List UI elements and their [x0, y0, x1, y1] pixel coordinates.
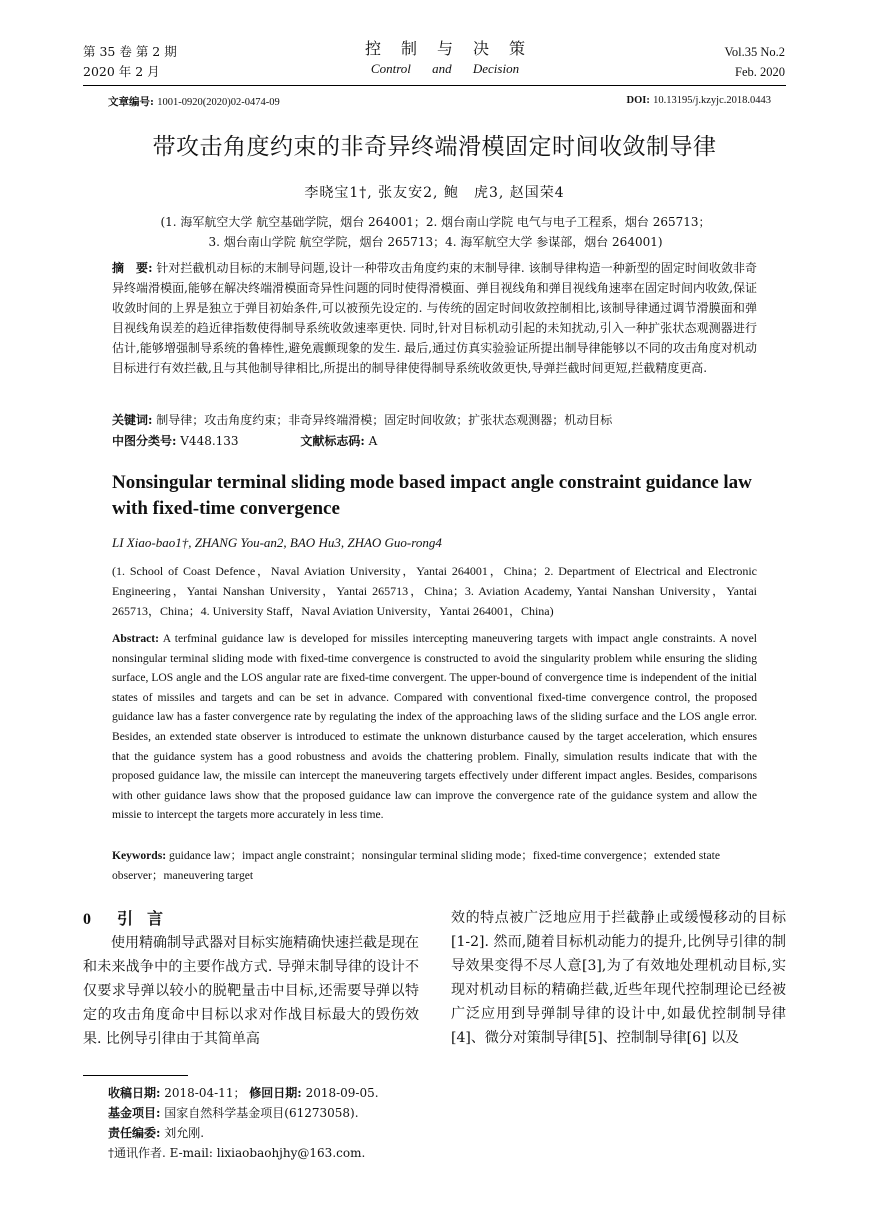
paper-title-en: Nonsingular terminal sliding mode based impact angle constraint guidance law with fixed-time convergence [112, 472, 752, 519]
footnote-fund [108, 1103, 768, 1123]
abstract-cn [112, 258, 757, 378]
footnotes [108, 1083, 768, 1163]
date-cn: 2020 年 2 月 [83, 64, 160, 79]
journal-name-cn: 控制与决策 [364, 39, 545, 58]
doi-value: 10.13195/j.kzyjc.2018.0443 [653, 95, 771, 106]
editor-value: 刘允刚. [164, 1126, 205, 1140]
abstract-cn-text: 针对拦截机动目标的末制导问题,设计一种带攻击角度约束的末制导律. 该制导律构造一种新型的固定时间收敛非奇异终端滑模面,能够在解决终端滑模面奇异性问题的同时使得滑模面、弹目视线角和弹目视线角速率在固定时间内收敛,保证收敛时间的上界是独立于弹目初始条件,可以被预先设定的. 与传统的固定时间收敛控制相比,该制导律通过调节滑膜面和弹目视线角误差的趋近律指数使得制导系统收敛速率更快. 同时,针对目标机动引起的未知扰动,引入一种扩张状态观测器进行估计,能够增强制导系统的鲁棒性,避免震颤现象的发生. 最后,通过仿真实验验证所提出制导律能够以不同的攻击角度对机动目标进行有效拦截,且与其他制导律相比,所提出的制导律使得制导系统收敛更快,导弹拦截时间更短,拦截精度更高. [112, 261, 757, 375]
fund-label: 基金项目: [108, 1106, 161, 1120]
abstract-en-label: Abstract: [112, 632, 160, 645]
abstract-en [112, 629, 757, 825]
affiliations-en: (1. School of Coast Defence，Naval Aviation University，Yantai 264001，China；2. Department of Electrical and Electronic Engineering，Yantai Nanshan University，Yantai 265713，China；3. Aviation Academy, Yantai Nanshan University，Yantai 265713，China；4. University Staff，Naval Aviation University，Yantai 264001，China) [112, 564, 757, 618]
volume-cn: 第 35 卷 第 2 期 [83, 44, 177, 59]
article-number-label: 文章编号: [108, 96, 154, 108]
keywords-en [112, 846, 757, 886]
footnote-divider [83, 1075, 188, 1076]
keywords-en-text: guidance law；impact angle constraint；nonsingular terminal sliding mode；fixed-time convergence；extended state observer；maneuvering target [112, 849, 720, 882]
doc-code-label: 文献标志码: [300, 434, 365, 448]
fund-value: 国家自然科学基金项目(61273058). [164, 1106, 359, 1120]
doc-code-value: A [368, 434, 378, 448]
clc-label: 中图分类号: [112, 434, 177, 448]
received-label: 收稿日期: [108, 1086, 161, 1100]
body-column-right: 效的特点被广泛地应用于拦截静止或缓慢移动的目标[1-2]. 然而,随着目标机动能力的提升,比例导引律的制导效果变得不尽人意[3],为了有效地处理机动目标,实现对机动目标的精确拦截,近些年现代控制理论已经被广泛应用到导弹制导律的设计中,如最优控制制导律[4]、微分对策制导律[5]、控制制导律[6] 以及 [451, 910, 786, 1046]
revised-date: 2018-09-05. [305, 1086, 379, 1100]
doi-label: DOI: [626, 95, 650, 106]
authors-cn: 李晓宝1†, 张友安2, 鲍 虎3, 赵国荣4 [304, 185, 565, 201]
keywords-cn-label: 关键词: [112, 413, 153, 427]
keywords-cn-text: 制导律；攻击角度约束；非奇异终端滑模；固定时间收敛；扩张状态观测器；机动目标 [156, 413, 613, 427]
affiliations-cn-line-2: 3. 烟台南山学院 航空学院，烟台 265713；4. 海军航空大学 参谋部，烟台 264001) [208, 235, 663, 249]
date-en: Feb. 2020 [735, 65, 785, 79]
body-column-left: 使用精确制导武器对目标实施精确快速拦截是现在和未来战争中的主要作战方式. 导弹末制导律的设计不仅要求导弹以较小的脱靶量击中目标,还需要导弹以特定的攻击角度命中目标以求对作战目标最大的毁伤效果. 比例导引律由于其简单高 [83, 935, 419, 1047]
abstract-cn-label: 摘 要: [112, 261, 153, 275]
affiliations-cn [108, 212, 763, 252]
header-divider [83, 85, 786, 86]
footnote-dates [108, 1083, 768, 1103]
keywords-en-label: Keywords: [112, 849, 167, 862]
journal-name [300, 38, 590, 78]
classification-cn [112, 431, 377, 451]
footnote-corresponding: †通讯作者. E-mail: lixiaobaohjhy@163.com. [108, 1146, 366, 1160]
footnote-editor [108, 1123, 768, 1143]
article-number-value: 1001-0920(2020)02-0474-09 [157, 97, 280, 108]
section-number: 0 [83, 911, 91, 928]
paper-title-cn: 带攻击角度约束的非奇异终端滑模固定时间收敛制导律 [152, 134, 717, 160]
journal-issue-en [724, 42, 785, 82]
received-date: 2018-04-11； [164, 1086, 246, 1100]
section-title: 引言 [117, 909, 178, 928]
article-number [108, 94, 280, 109]
affiliations-cn-line-1: (1. 海军航空大学 航空基础学院，烟台 264001；2. 烟台南山学院 电气与电子工程系，烟台 265713； [160, 215, 711, 229]
authors-en: LI Xiao-bao1†, ZHANG You-an2, BAO Hu3, ZHAO Guo-rong4 [112, 535, 442, 550]
clc-value: V448.133 [180, 434, 239, 448]
editor-label: 责任编委: [108, 1126, 161, 1140]
journal-issue-cn [83, 42, 177, 82]
journal-name-en: Control and Decision [370, 61, 520, 76]
section-heading [83, 906, 177, 929]
revised-label: 修回日期: [249, 1086, 302, 1100]
doi [626, 94, 771, 106]
abstract-en-text: A terfminal guidance law is developed for missiles intercepting maneuvering targets with impact angle constraints. A novel nonsingular terminal sliding mode with fixed-time convergence is constructed to avoid the singularity problem while ensuring the sliding surface, LOS angle and the LOS angular rate are fixed-time convergent. The upper-bound of convergence time is independent of the initial states of missiles and targets and can be set in advance. Compared with conventional fixed-time convergence control, the proposed guidance law has a faster convergence rate by regulating the index of the approaching laws of the sliding surface and the LOS angle error. Besides, an extended state observer is introduced to estimate the unknown disturbance caused by the target acceleration, which ensures that the guidance system has a good robustness and avoids the chattering problem. Finally, simulation results indicate that with the proposed guidance law, the missile can intercept the maneuvering targets effectively under different impact angles. Besides, comparisons with other guidance laws show that the proposed guidance law can improve the convergence rate of the guidance system and allow the missie to intercept the targets more accurately in less time. [112, 632, 757, 822]
keywords-cn [112, 410, 757, 430]
volume-en: Vol.35 No.2 [724, 45, 785, 59]
